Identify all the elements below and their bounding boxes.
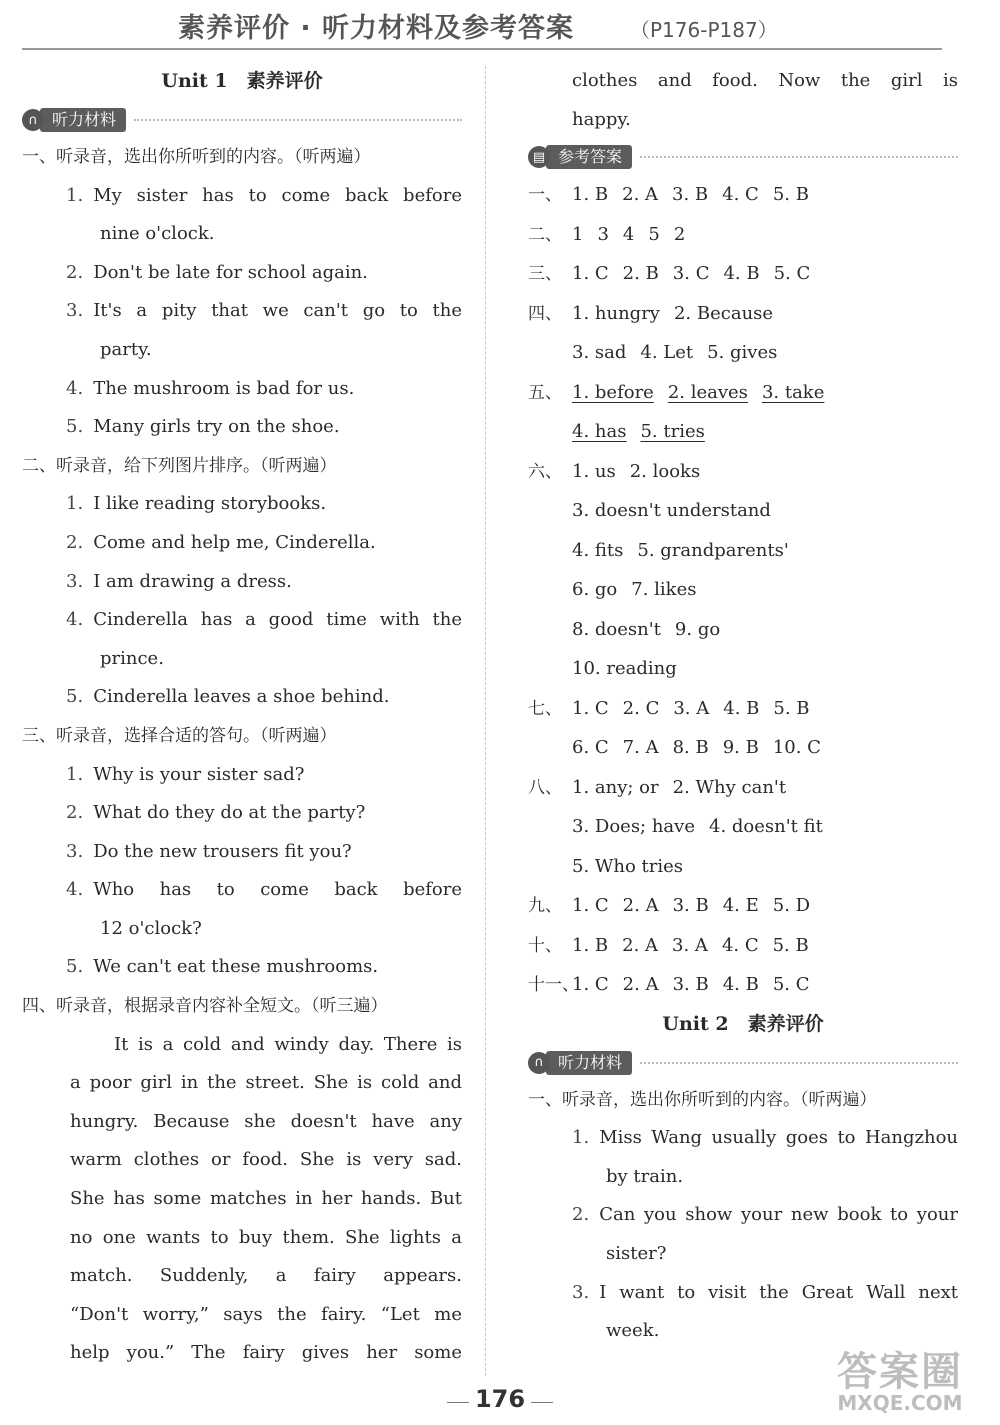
answer-item: 1. C <box>572 895 609 917</box>
list-item: 4. Who has to come back before <box>66 879 462 901</box>
list-item-cont: by train. <box>606 1165 684 1187</box>
answer-item: 5. gives <box>707 342 778 364</box>
answer-row <box>528 452 958 492</box>
answer-item: 5 <box>648 223 660 245</box>
list-item: 2. Come and help me, Cinderella. <box>66 531 376 553</box>
left-column <box>22 62 462 1373</box>
answer-row <box>528 965 958 1005</box>
answer-row <box>528 926 958 966</box>
answer-item: 2. A <box>622 934 659 956</box>
column-divider <box>485 66 487 1376</box>
answer-row <box>528 649 958 689</box>
answer-row <box>528 373 958 413</box>
answer-item: 4. Let <box>640 342 694 364</box>
list-item: 4. The mushroom is bad for us. <box>66 377 355 399</box>
answer-item: 3 <box>597 223 609 245</box>
answer-item: 7. likes <box>631 579 697 601</box>
footer-dash <box>447 1402 469 1403</box>
answer-item: 3. A <box>672 934 708 956</box>
list-item: 4. Cinderella has a good time with the <box>66 609 462 631</box>
answer-list <box>528 175 958 1005</box>
list-item-cont: 12 o'clock? <box>100 917 202 939</box>
list-item: 3. I want to visit the Great Wall next <box>572 1281 958 1303</box>
answer-item: 5. D <box>772 895 811 917</box>
answer-item: 4. C <box>722 184 759 206</box>
list-item-cont: nine o'clock. <box>100 223 215 245</box>
answer-row <box>528 333 958 373</box>
answer-item: 1. B <box>572 934 609 956</box>
header-title: 素养评价 · 听力材料及参考答案 <box>178 13 575 44</box>
paragraph-line: warm clothes or food. She is very sad. <box>70 1149 462 1171</box>
list-item: 3. It's a pity that we can't go to the <box>66 300 462 322</box>
answer-item: 4. E <box>722 895 759 917</box>
list-item-cont: sister? <box>606 1243 667 1265</box>
answer-item: 8. B <box>672 737 709 759</box>
answer-item: 4. has <box>572 421 627 443</box>
watermark-text: 答案圈 <box>837 1349 963 1395</box>
answer-row <box>528 610 958 650</box>
answer-item: 1. before <box>572 381 654 403</box>
answer-section-label: 九、 <box>528 896 562 917</box>
answer-row <box>528 570 958 610</box>
paragraph-line: a poor girl in the street. She is cold and <box>70 1072 462 1094</box>
answer-item: 2. C <box>622 697 660 719</box>
answer-item: 2. B <box>622 263 659 285</box>
page-number: 176 <box>474 1385 526 1413</box>
answer-item: 2. A <box>622 184 659 206</box>
answer-section-label: 五、 <box>528 382 562 403</box>
answer-item: 4 <box>622 223 635 245</box>
answer-item: 3. C <box>672 263 710 285</box>
list-item-cont: prince. <box>100 647 164 669</box>
answer-item: 4. doesn't fit <box>709 816 823 838</box>
dotted-rule <box>640 1062 958 1064</box>
answer-row <box>528 689 958 729</box>
answer-item: 5. Who tries <box>572 855 684 877</box>
listening-badge-row <box>22 102 462 138</box>
answer-section-label: 四、 <box>528 303 562 324</box>
answer-item: 9. B <box>722 737 759 759</box>
answer-item: 4. B <box>723 263 760 285</box>
answer-section-label: 六、 <box>528 461 562 482</box>
answer-item: 1. B <box>572 184 609 206</box>
page-header <box>0 0 1000 46</box>
answer-item: 3. doesn't understand <box>572 500 771 522</box>
headphone-icon: ∩ <box>528 1052 550 1074</box>
answer-item: 10. reading <box>572 658 677 680</box>
answer-item: 5. B <box>773 697 810 719</box>
answer-item: 4. fits <box>572 539 624 561</box>
answer-row <box>528 215 958 255</box>
footer-dash <box>531 1402 553 1403</box>
answer-row <box>528 254 958 294</box>
unit2-title: Unit 2 素养评价 <box>662 1012 824 1035</box>
answer-badge-row <box>528 139 958 175</box>
answer-item: 1. any; or <box>572 776 659 798</box>
answer-item: 2. looks <box>629 460 701 482</box>
answer-item: 3. sad <box>572 342 627 364</box>
answer-item: 9. go <box>674 618 721 640</box>
answer-item: 10. C <box>772 737 821 759</box>
answer-item: 6. go <box>572 579 618 601</box>
headphone-icon: ∩ <box>22 109 44 131</box>
dotted-rule <box>134 119 462 121</box>
answer-section-label: 七、 <box>528 698 562 719</box>
answer-item: 6. C <box>572 737 609 759</box>
list-item: 3. Do the new trousers fit you? <box>66 840 352 862</box>
answer-item: 1. C <box>572 974 609 996</box>
paragraph-line: hungry. Because she doesn't have any <box>70 1110 462 1132</box>
list-item: 5. Cinderella leaves a shoe behind. <box>66 686 390 708</box>
answer-item: 5. C <box>772 974 810 996</box>
paragraph-line: no one wants to buy them. She lights a <box>70 1226 462 1248</box>
answer-row <box>528 768 958 808</box>
answer-item: 4. B <box>722 974 759 996</box>
paragraph-line: help you.” The fairy gives her some <box>70 1342 462 1364</box>
list-item-cont: party. <box>100 338 152 360</box>
paragraph-line: match. Suddenly, a fairy appears. <box>70 1265 462 1287</box>
answer-section-label: 一、 <box>528 185 562 206</box>
badge-label: 听力材料 <box>40 108 126 132</box>
answer-item: 8. doesn't <box>572 618 661 640</box>
header-rule <box>22 48 942 50</box>
answer-item: 3. A <box>673 697 710 719</box>
answer-item: 2. A <box>622 895 659 917</box>
answer-item: 5. grandparents' <box>637 539 789 561</box>
answer-item: 1 <box>572 223 584 245</box>
answer-item: 5. C <box>773 263 811 285</box>
answer-item: 4. C <box>721 934 759 956</box>
answer-row <box>528 412 958 452</box>
list-item: 1. Why is your sister sad? <box>66 763 305 785</box>
answer-row <box>528 807 958 847</box>
answer-item: 2. Why can't <box>672 776 787 798</box>
answer-row <box>528 294 958 334</box>
header-page-range: （P176-P187） <box>630 18 778 42</box>
answer-row <box>528 531 958 571</box>
unit1-title: Unit 1 素养评价 <box>161 70 323 92</box>
answer-row <box>528 491 958 531</box>
answer-item: 3. take <box>761 381 825 403</box>
list-item: 5. We can't eat these mushrooms. <box>66 956 379 978</box>
list-item: 1. I like reading storybooks. <box>66 493 327 515</box>
list-item: 2. Don't be late for school again. <box>66 261 368 283</box>
list-item: 1. My sister has to come back before <box>66 184 462 206</box>
paragraph-line: happy. <box>572 108 631 130</box>
section-heading: 一、听录音，选出你所听到的内容。（听两遍） <box>528 1089 877 1110</box>
right-column <box>528 62 958 1351</box>
list-item: 2. What do they do at the party? <box>66 802 366 824</box>
section-heading: 三、听录音，选择合适的答句。（听两遍） <box>22 725 337 746</box>
badge-label: 听力材料 <box>546 1051 632 1075</box>
answer-item: 1. hungry <box>572 302 660 324</box>
answer-item: 3. B <box>672 895 709 917</box>
paragraph-line: clothes and food. Now the girl is <box>572 70 958 91</box>
answer-row <box>528 847 958 887</box>
answer-item: 7. A <box>622 737 659 759</box>
answer-item: 2 <box>673 223 686 245</box>
answer-section-label: 八、 <box>528 777 562 798</box>
section-heading: 二、听录音，给下列图片排序。（听两遍） <box>22 455 337 476</box>
section-heading: 一、听录音，选出你所听到的内容。（听两遍） <box>22 147 371 167</box>
answer-section-label: 十、 <box>528 935 562 956</box>
answer-section-label: 二、 <box>528 224 562 245</box>
watermark-logo <box>820 1340 980 1415</box>
answer-item: 3. B <box>672 974 709 996</box>
answer-item: 5. tries <box>640 421 705 443</box>
list-item: 3. I am drawing a dress. <box>66 570 292 592</box>
answer-item: 1. us <box>572 460 616 482</box>
listening-badge <box>22 108 126 132</box>
answer-section-label: 十一、 <box>528 975 579 996</box>
list-item: 1. Miss Wang usually goes to Hangzhou <box>572 1127 958 1149</box>
badge-label: 参考答案 <box>546 145 632 169</box>
paragraph-line: She has some matches in her hands. But <box>70 1188 462 1210</box>
list-item: 5. Many girls try on the shoe. <box>66 416 340 438</box>
answer-item: 1. C <box>572 697 609 719</box>
list-item: 2. Can you show your new book to your <box>572 1204 958 1226</box>
paragraph-line: It is a cold and windy day. There is <box>114 1033 462 1055</box>
section-heading: 四、听录音，根据录音内容补全短文。（听三遍） <box>22 996 388 1017</box>
paragraph-line: “Don't worry,” says the fairy. “Let me <box>70 1303 462 1325</box>
answer-row <box>528 728 958 768</box>
dotted-rule <box>640 156 958 158</box>
listening-badge <box>528 1051 632 1075</box>
watermark-url: MXQE.COM <box>837 1391 963 1415</box>
answer-item: 3. Does; have <box>572 816 695 838</box>
answer-row <box>528 886 958 926</box>
answer-section-label: 三、 <box>528 264 562 285</box>
book-icon: ▤ <box>528 146 550 168</box>
answer-item: 2. leaves <box>667 381 748 403</box>
answer-item: 5. B <box>772 184 809 206</box>
list-item-cont: week. <box>606 1320 660 1342</box>
answer-item: 3. B <box>672 184 709 206</box>
answer-row <box>528 175 958 215</box>
answer-item: 4. B <box>723 697 760 719</box>
answer-item: 2. A <box>622 974 659 996</box>
listening-badge-row <box>528 1045 958 1081</box>
answer-item: 2. Because <box>673 302 774 324</box>
answer-item: 1. C <box>572 263 609 285</box>
answer-item: 5. B <box>772 934 809 956</box>
answer-badge <box>528 145 632 169</box>
